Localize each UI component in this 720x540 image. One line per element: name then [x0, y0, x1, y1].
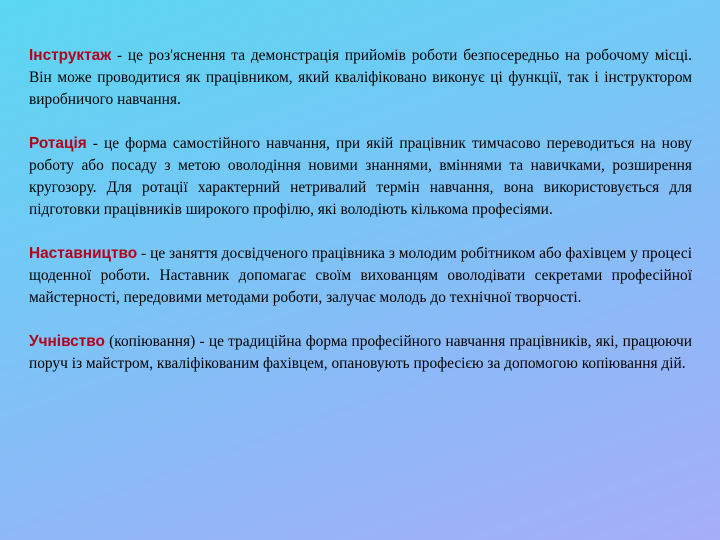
term-nastavnytstvo: Наставництво — [29, 245, 138, 262]
definition-nastavnytstvo — [29, 243, 692, 309]
term-uchnivstvo: Учнівство — [29, 333, 105, 350]
term-rotatsiia: Ротація — [29, 135, 87, 152]
definition-text-uchnivstvo: (копіювання) - це традиційна форма професійного навчання працівників, які, працюючи поруч із майстром, кваліфікованим фахівцем, опановують професією за допомогою копіювання дій. — [29, 333, 692, 372]
definition-uchnivstvo — [29, 331, 692, 375]
definition-text-instruktazh: - це роз'яснення та демонстрація прийомів роботи безпосередньо на робочому місці. Він може проводитися як працівником, який кваліфіковано виконує ці функції, так і інструктором виробничого навчання. — [29, 47, 692, 108]
definition-instruktazh — [29, 45, 692, 111]
definition-text-nastavnytstvo: - це заняття досвідченого працівника з молодим робітником або фахівцем у процесі щоденної роботи. Наставник допомагає своїм вихованцям оволодівати секретами професійної майстерності, передовими методами роботи, залучає молодь до технічної творчості. — [29, 245, 692, 306]
definition-text-rotatsiia: - це форма самостійного навчання, при якій працівник тимчасово переводиться на нову роботу або посаду з метою оволодіння новими знаннями, вміннями та навичками, розширення кругозору. Для ротації характерний нетривалий термін навчання, вона використовується для підготовки працівників широкого профілю, які володіють кількома професіями. — [29, 135, 692, 218]
definition-rotatsiia — [29, 133, 692, 221]
term-instruktazh: Інструктаж — [29, 47, 112, 64]
